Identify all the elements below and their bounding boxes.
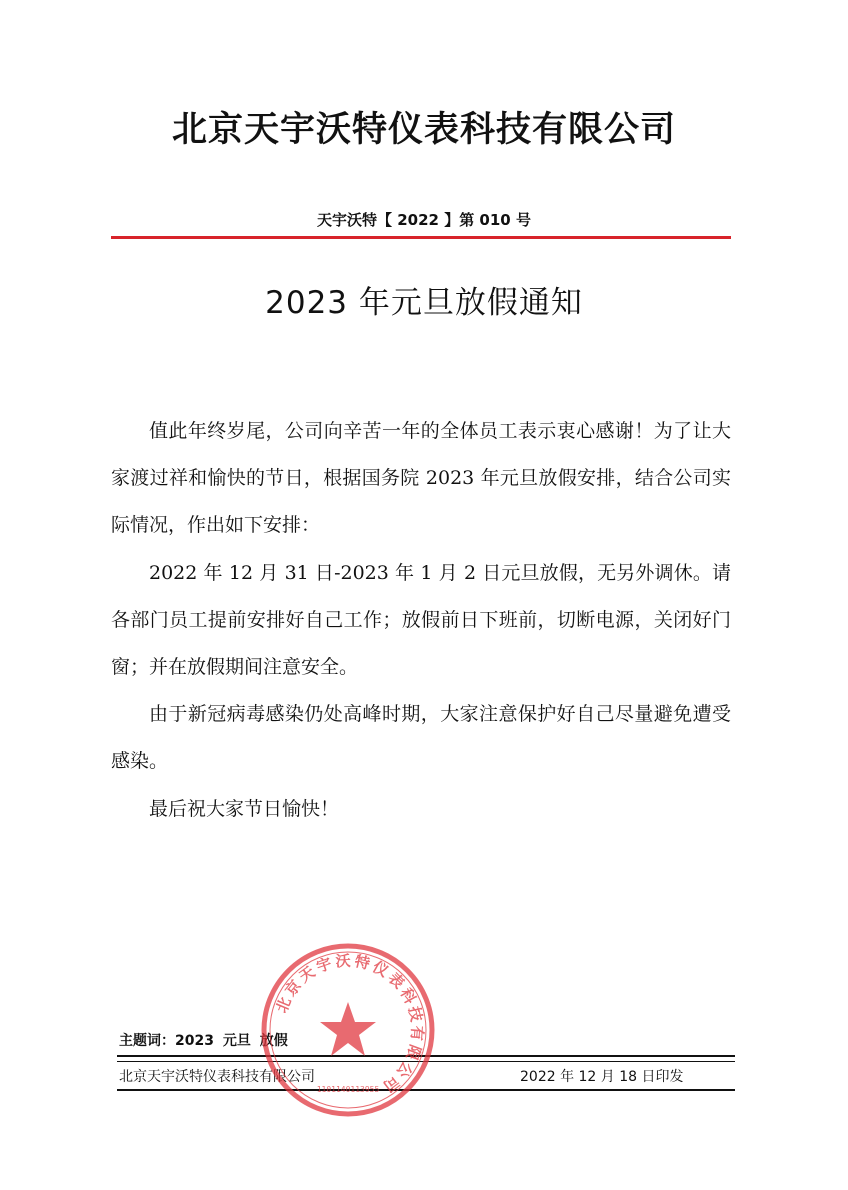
- seal-serial-text: 1101140113955: [316, 1085, 380, 1094]
- keywords-label: 主题词：: [119, 1033, 175, 1049]
- document-title: 2023 年元旦放假通知: [265, 285, 583, 321]
- document-number: 天宇沃特【 2022 】第 010 号: [317, 211, 531, 229]
- body-paragraph: 2022 年 12 月 31 日-2023 年 1 月 2 日元旦放假，无另外调休。请各部门员工提前安排好自己工作；放假前日下班前，切断电源，关闭好门窗；并在放假期间注意安全。: [111, 561, 731, 679]
- seal-star: [320, 1002, 376, 1056]
- body-paragraph: 由于新冠病毒感染仍处高峰时期，大家注意保护好自己尽量避免遭受感染。: [111, 703, 731, 773]
- red-divider: [111, 236, 731, 239]
- company-header: 北京天宇沃特仪表科技有限公司: [171, 110, 676, 150]
- footer-rule-top: [117, 1055, 735, 1057]
- print-date: 2022 年 12 月 18 日印发: [520, 1069, 684, 1085]
- notice-body: [111, 408, 731, 833]
- footer-company: 北京天宇沃特仪表科技有限公司: [119, 1069, 315, 1085]
- keywords-line: [119, 1030, 292, 1052]
- footer-rule-bottom: [117, 1089, 735, 1091]
- seal-ring-text: 北京天宇沃特仪表科技有限公司: [272, 951, 427, 1098]
- keyword: 放假: [259, 1033, 288, 1049]
- body-paragraph: 最后祝大家节日愉快！: [149, 797, 340, 820]
- body-paragraph: 值此年终岁尾，公司向辛苦一年的全体员工表示衷心感谢！为了让大家渡过祥和愉快的节日，根据国务院 2023 年元旦放假安排，结合公司实际情况，作出如下安排：: [111, 420, 731, 537]
- keyword: 2023: [175, 1033, 214, 1049]
- keyword: 元旦: [222, 1033, 251, 1049]
- footer-rule-top-thin: [117, 1061, 735, 1062]
